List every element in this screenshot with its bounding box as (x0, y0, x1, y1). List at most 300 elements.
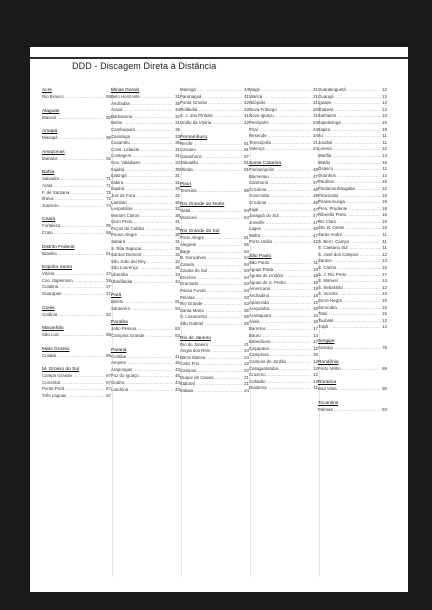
city-name: Teresina ..... (180, 188, 242, 195)
area-code: 31 (175, 173, 180, 179)
city-name: Maringá ..... (180, 87, 242, 94)
city-name: Palmas ..... (318, 407, 380, 414)
area-code: 93 (175, 305, 180, 311)
area-code: 13 (382, 258, 387, 264)
city-name: Caratinga ..... (111, 134, 173, 141)
area-code: 35 (175, 186, 180, 192)
city-name: Arapongas ..... (111, 367, 173, 374)
state-section (180, 335, 249, 395)
city-name: Assis ..... (249, 319, 311, 326)
area-code: 83 (175, 326, 180, 332)
area-code: 74 (106, 202, 111, 208)
city-name: Ilhéus ..... (42, 196, 104, 203)
city-row (249, 239, 318, 246)
state-heading: Amazonas (42, 149, 65, 155)
area-code: 13 (382, 113, 387, 119)
city-name: Juiz de Fora ..... (111, 193, 173, 200)
area-code: 49 (313, 193, 318, 199)
city-name: Itanhaém ..... (318, 113, 380, 120)
area-code: 41 (244, 93, 249, 99)
city-row (318, 272, 387, 279)
area-code: 46 (175, 360, 180, 366)
state-section (180, 181, 249, 195)
city-row (318, 258, 387, 265)
city-row (180, 160, 249, 167)
area-code: 79 (382, 344, 387, 350)
area-code: 88 (106, 229, 111, 235)
city-row (111, 259, 180, 266)
city-row (180, 288, 249, 295)
city-row (111, 173, 180, 180)
area-code: 38 (175, 212, 180, 218)
city-row (318, 366, 387, 373)
city-name: Gramado ..... (180, 281, 242, 288)
state-section (180, 228, 249, 327)
city-name: Sorocaba ..... (318, 305, 380, 312)
city-name: Fortaleza ..... (42, 223, 104, 230)
area-code: 11 (382, 133, 387, 139)
city-row (249, 293, 318, 300)
city-name: Andradina ..... (249, 293, 311, 300)
city-row (318, 173, 387, 180)
state-heading: Pernambuco (180, 134, 208, 140)
state-section (42, 108, 111, 122)
city-row (180, 321, 249, 328)
area-code: 16 (382, 159, 387, 165)
city-name: Itajaí ..... (249, 207, 311, 214)
state-heading: Paraná (111, 347, 127, 353)
area-code: 24 (313, 146, 318, 152)
city-row (42, 353, 111, 360)
city-row (249, 94, 318, 101)
city-name: Matão ..... (318, 160, 380, 167)
city-row (42, 332, 111, 339)
city-name: S. Caetano Sul ..... (318, 245, 380, 252)
area-code: 51 (244, 235, 249, 241)
city-row (318, 166, 387, 173)
city-row (180, 381, 249, 388)
area-code: 65 (106, 352, 111, 358)
area-code: 53 (244, 294, 249, 300)
city-row (180, 94, 249, 101)
city-name: Foz do Iguaçu ..... (111, 373, 173, 380)
state-heading: Pará (111, 293, 122, 299)
city-row (249, 226, 318, 233)
city-name: Piracicaba ..... (318, 193, 380, 200)
area-code: 47 (313, 232, 318, 238)
city-name: Ampere ..... (111, 360, 173, 367)
city-row (318, 318, 387, 325)
city-name: Itapira ..... (318, 127, 380, 134)
area-code: 81 (244, 166, 249, 172)
city-row (111, 140, 180, 147)
city-name: Recife ..... (180, 141, 242, 148)
city-name: Joinville ..... (249, 220, 311, 227)
state-heading: Maranhão (42, 326, 64, 332)
city-name: Paulínia ..... (318, 179, 380, 186)
city-row (180, 242, 249, 249)
city-name: Araraquara ..... (249, 313, 311, 320)
area-code: 21 (313, 87, 318, 92)
area-code: 16 (382, 212, 387, 218)
area-code: 12 (313, 358, 318, 364)
city-name: Cuiabá ..... (42, 353, 104, 360)
state-section (318, 338, 387, 352)
city-row (111, 193, 180, 200)
city-row (249, 385, 318, 392)
city-name: Paranaguá ..... (180, 94, 242, 101)
city-row (180, 268, 249, 275)
city-name: Pelotas ..... (180, 295, 242, 302)
state-heading: Bahia (42, 170, 55, 176)
city-name: Ouro Preto ..... (111, 219, 173, 226)
city-row (180, 120, 249, 127)
city-row (249, 146, 318, 153)
city-row (111, 367, 180, 374)
city-row (249, 140, 318, 147)
area-code: 47 (313, 213, 318, 219)
area-code: 24 (244, 348, 249, 354)
area-code: 12 (382, 284, 387, 290)
area-code: 33 (175, 159, 180, 165)
city-name: Resende ..... (249, 133, 311, 140)
city-row (111, 153, 180, 160)
city-name: S. Vicente ..... (318, 291, 380, 298)
city-name: Juazeiro ..... (42, 203, 104, 210)
state-heading: Rio de Janeiro (180, 335, 211, 341)
city-row (249, 127, 318, 134)
city-name: Bebedouro ..... (249, 339, 311, 346)
city-name: Guarujá ..... (318, 94, 380, 101)
area-code: 45 (175, 373, 180, 379)
city-row (318, 285, 387, 292)
city-row (249, 100, 318, 107)
area-code: 55 (244, 321, 249, 327)
city-row (249, 207, 318, 214)
area-code: 21 (313, 93, 318, 99)
city-name: Manaus ..... (42, 156, 104, 163)
area-code: 67 (106, 386, 111, 392)
city-row (180, 167, 249, 174)
city-name: Rio Claro ..... (318, 219, 380, 226)
area-code: 42 (313, 239, 318, 245)
city-row (318, 291, 387, 298)
state-heading: Rio Grande do Norte (180, 202, 225, 208)
city-row (180, 235, 249, 242)
city-name: Cons. Lafaiete ..... (111, 147, 173, 154)
city-name: Campo Grande ..... (42, 373, 104, 380)
city-name: Lorena ..... (318, 146, 380, 153)
state-section (42, 366, 111, 399)
city-row (111, 206, 180, 213)
city-name: Lages ..... (249, 226, 311, 233)
city-name: Jundiaí ..... (318, 140, 380, 147)
area-code: 84 (244, 208, 249, 214)
city-name: Itabira ..... (111, 180, 173, 187)
area-code: 15 (382, 304, 387, 310)
state-section (42, 87, 111, 101)
city-name: S. Carlos ..... (318, 265, 380, 272)
area-code: 86 (244, 187, 249, 193)
city-name: Curitiba ..... (111, 354, 173, 361)
city-name: Caxias do Sul ..... (180, 268, 242, 275)
city-name: Rio Grande ..... (180, 301, 242, 308)
state-heading: M. Grosso do Sul (42, 367, 80, 373)
state-heading: Piauí (180, 181, 191, 187)
area-code: 14 (382, 278, 387, 284)
city-name: S. Livramento ..... (180, 314, 242, 321)
city-row (180, 113, 249, 120)
area-code: 14 (382, 324, 387, 330)
city-name: Erechim ..... (180, 275, 242, 282)
city-row (318, 324, 387, 331)
city-name: Águas Prata ..... (249, 267, 311, 274)
city-name: Nilópolis ..... (249, 100, 311, 107)
state-heading: Mato Grosso (42, 346, 70, 352)
area-code: 43 (175, 366, 180, 372)
city-name: João Pessoa ..... (111, 326, 173, 333)
area-code: 61 (106, 250, 111, 256)
area-code: 19 (313, 286, 318, 292)
area-code: 14 (382, 172, 387, 178)
city-name: Cabo Frio ..... (180, 361, 242, 368)
city-row (249, 174, 318, 181)
city-row (249, 366, 318, 373)
area-code: 32 (175, 206, 180, 212)
state-section (111, 87, 180, 285)
city-row (180, 348, 249, 355)
city-row (249, 167, 318, 174)
city-name: Cubatão ..... (249, 379, 311, 386)
area-code: 41 (244, 113, 249, 119)
area-code: 12 (313, 372, 318, 378)
area-code: 44 (244, 87, 249, 92)
city-row (318, 107, 387, 114)
city-row (180, 308, 249, 315)
city-name: Rio de Janeiro ..... (180, 342, 242, 349)
city-name: Serra Negra ..... (318, 298, 380, 305)
city-name: Mafra ..... (249, 233, 311, 240)
area-code: 54 (244, 288, 249, 294)
city-row (249, 372, 318, 379)
city-row (111, 306, 180, 313)
city-name: Marília ..... (318, 153, 380, 160)
city-name: Pres. Prudente ..... (318, 206, 380, 213)
state-heading: Espírito Santo (42, 265, 73, 271)
area-code: 13 (382, 291, 387, 297)
state-section (180, 134, 249, 174)
city-name: Arata ..... (42, 183, 104, 190)
city-row (318, 219, 387, 226)
city-row (42, 190, 111, 197)
area-code: 11 (313, 260, 318, 266)
area-code: 31 (175, 153, 180, 159)
state-section (318, 400, 387, 414)
city-name: Rio Branco ..... (42, 94, 104, 101)
city-name: Angra dos Reis ..... (180, 348, 242, 355)
city-row (111, 380, 180, 387)
area-code: 75 (106, 189, 111, 195)
state-heading: Roraima (318, 380, 337, 386)
state-heading: Rio Grande do Sul (180, 229, 220, 235)
city-name: Itu ..... (318, 133, 380, 140)
city-row (111, 246, 180, 253)
city-name: Guaratinguetá ..... (318, 87, 380, 94)
city-row (42, 284, 111, 291)
area-code: 14 (382, 152, 387, 158)
city-row (318, 127, 387, 134)
area-code: 19 (313, 273, 318, 279)
city-name: São Lourenço ..... (111, 265, 173, 272)
city-row (111, 299, 180, 306)
city-name: Ipatinga ..... (111, 173, 173, 180)
city-row (180, 255, 249, 262)
state-heading: Paraíba (111, 320, 128, 326)
city-row (111, 226, 180, 233)
area-code: 24 (313, 119, 318, 125)
state-section (42, 305, 111, 319)
city-row (318, 252, 387, 259)
area-code: 43 (244, 106, 249, 112)
city-row (318, 265, 387, 272)
area-code: 21 (313, 100, 318, 106)
city-row (180, 295, 249, 302)
city-row (180, 275, 249, 282)
city-name: Andradas ..... (111, 101, 173, 108)
city-name: Vitória ..... (42, 271, 104, 278)
area-code: 82 (106, 114, 111, 120)
area-code: 11 (382, 238, 387, 244)
city-row (180, 87, 249, 94)
city-name: Magé ..... (249, 87, 311, 94)
city-row (111, 279, 180, 286)
city-row (180, 281, 249, 288)
area-code: 96 (106, 135, 111, 141)
area-code: 21 (244, 381, 249, 387)
area-code: 19 (382, 179, 387, 185)
state-section (249, 87, 318, 153)
area-code: 12 (382, 87, 387, 92)
city-row (42, 271, 111, 278)
city-name: Leopoldina ..... (111, 206, 173, 213)
city-row (318, 87, 387, 94)
city-row (111, 94, 180, 101)
city-name: Jaboatão ..... (180, 160, 242, 167)
city-name: União da Vitória ..... (180, 120, 242, 127)
area-code: 12 (382, 251, 387, 257)
state-section (42, 346, 111, 360)
area-code: 31 (175, 94, 180, 99)
city-row (111, 160, 180, 167)
area-code: 71 (106, 176, 111, 182)
area-code: 24 (244, 387, 249, 393)
area-code: 34 (175, 278, 180, 284)
city-name: Três Lagoas ..... (42, 393, 104, 400)
city-row (180, 314, 249, 321)
city-row (249, 200, 318, 207)
city-name: Osasco ..... (318, 166, 380, 173)
city-name: Ponta Grossa ..... (180, 100, 242, 107)
area-code: 42 (244, 119, 249, 125)
state-heading: São Paulo (249, 254, 272, 260)
city-row (180, 147, 249, 154)
city-row (318, 140, 387, 147)
city-name: Jaraguá do Sul ..... (249, 213, 311, 220)
area-code: 12 (313, 365, 318, 371)
city-row (111, 373, 180, 380)
city-row (318, 94, 387, 101)
city-name: Porto União ..... (249, 239, 311, 246)
city-name: Londrina ..... (111, 387, 173, 394)
city-row (318, 179, 387, 186)
area-code: 92 (106, 155, 111, 161)
area-code: 32 (175, 192, 180, 198)
area-code: 19 (382, 218, 387, 224)
city-name: Bagé ..... (180, 249, 242, 256)
city-row (249, 187, 318, 194)
city-row (249, 333, 318, 340)
city-name: Uberlândia ..... (111, 279, 173, 286)
city-row (180, 249, 249, 256)
city-name: Valença ..... (249, 146, 311, 153)
city-row (249, 193, 318, 200)
city-name: Barra Mansa ..... (180, 355, 242, 362)
city-name: Águas de Lindóia ..... (249, 273, 311, 280)
area-code: 91 (175, 299, 180, 305)
state-section (42, 149, 111, 163)
city-name: Iguape ..... (318, 100, 380, 107)
city-row (111, 180, 180, 187)
directory-column-5 (318, 87, 387, 413)
city-name: Campina Grande ..... (111, 333, 173, 340)
area-code: 19 (382, 192, 387, 198)
state-heading: Goiás (42, 305, 55, 311)
city-row (318, 245, 387, 252)
city-name: Itatiaia ..... (180, 388, 242, 395)
city-name: Crato ..... (42, 230, 104, 237)
city-name: S. Manuel ..... (318, 278, 380, 285)
city-row (111, 101, 180, 108)
city-name: Boa Vista ..... (318, 386, 380, 393)
city-row (249, 120, 318, 127)
city-name: Criciúma ..... (249, 187, 311, 194)
city-row (111, 147, 180, 154)
state-section (180, 87, 249, 127)
city-name: Passo Fundo ..... (180, 288, 242, 295)
city-name: Porto Velho ..... (318, 366, 380, 373)
city-row (111, 186, 180, 193)
city-name: Sta. B. Oeste ..... (318, 225, 380, 232)
city-row (111, 114, 180, 121)
city-name: Piraí ..... (249, 127, 311, 134)
city-name: Teresópolis ..... (249, 140, 311, 147)
directory-column-3 (180, 87, 249, 394)
city-row (180, 342, 249, 349)
city-name: Nova Friburgo ..... (249, 107, 311, 114)
city-name: São João del Rey ..... (111, 259, 173, 266)
city-name: Sabará ..... (111, 239, 173, 246)
city-row (180, 388, 249, 395)
state-heading: Rondônia (318, 359, 339, 365)
city-row (318, 100, 387, 107)
city-name: Pindamonhangaba ..... (318, 186, 380, 193)
city-row (249, 306, 318, 313)
city-name: Olinda ..... (180, 167, 242, 174)
area-code: 24 (313, 133, 318, 139)
city-name: Taubaté ..... (318, 318, 380, 325)
state-heading: Acre (42, 88, 52, 93)
area-code: 16 (382, 265, 387, 271)
